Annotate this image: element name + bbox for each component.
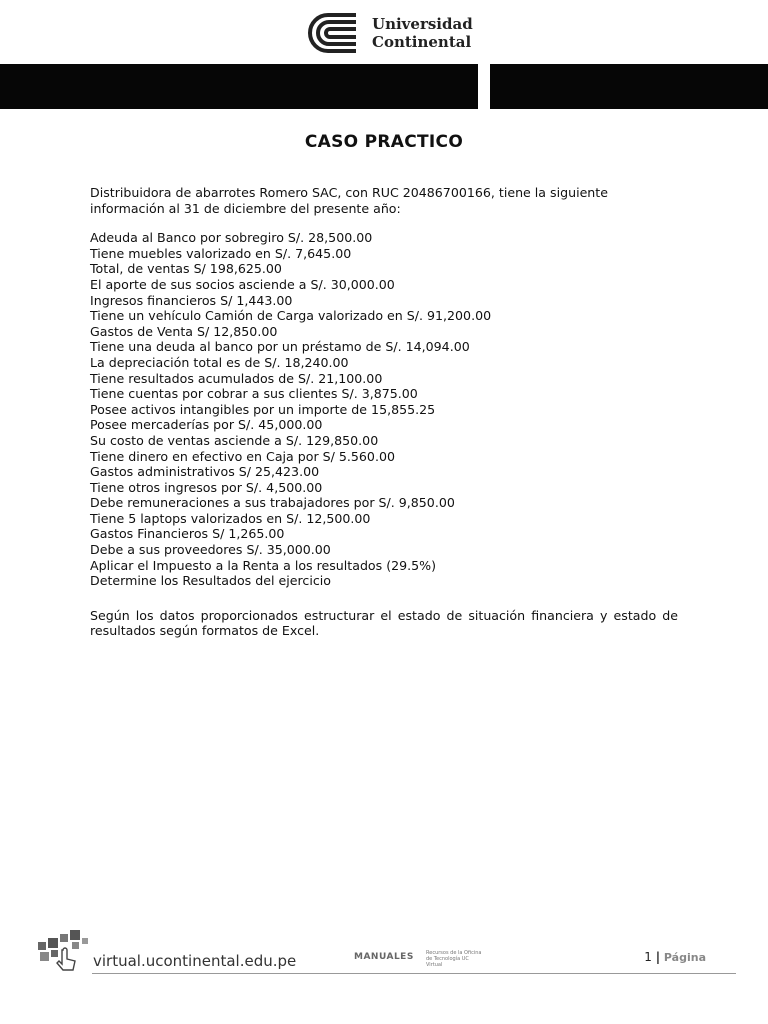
list-item: Gastos Financieros S/ 1,265.00 <box>90 526 285 542</box>
manuales-digitales-logo <box>354 950 484 972</box>
list-item: Tiene muebles valorizado en S/. 7,645.00 <box>90 245 352 261</box>
list-item: Total, de ventas S/ 198,625.00 <box>90 261 282 277</box>
footer-url: virtual.ucontinental.edu.pe <box>93 952 297 970</box>
continental-c-icon <box>306 11 364 55</box>
header-bar-left <box>0 64 478 109</box>
list-item: Tiene resultados acumulados de S/. 21,100.00 <box>90 370 383 386</box>
logo-line-1: Universidad <box>372 15 473 33</box>
logo-line-2: Continental <box>372 33 472 51</box>
list-item: Adeuda al Banco por sobregiro S/. 28,500.00 <box>90 230 373 246</box>
cursor-hand-icon <box>36 928 92 972</box>
list-item: Posee activos intangibles por un importe de 15,855.25 <box>90 401 436 417</box>
page-word: Página <box>663 951 706 964</box>
list-item: El aporte de sus socios asciende a S/. 30,000.00 <box>90 276 395 292</box>
list-item: Posee mercaderías por S/. 45,000.00 <box>90 417 323 433</box>
data-list <box>90 230 680 589</box>
document-body <box>90 185 680 639</box>
list-item: Determine los Resultados del ejercicio <box>90 573 331 589</box>
manuales-subtitle: Recursos de la Oficina de Tecnología UC Virtual <box>426 950 482 968</box>
logo-text <box>372 15 473 51</box>
instructions-paragraph: Según los datos proporcionados estructurar el estado de situación financiera y estado de resultados según formatos de Excel. <box>90 607 678 639</box>
university-logo <box>306 10 476 56</box>
list-item: Aplicar el Impuesto a la Renta a los resultados (29.5%) <box>90 557 437 573</box>
page-footer <box>36 928 736 974</box>
intro-paragraph: Distribuidora de abarrotes Romero SAC, con RUC 20486700166, tiene la siguiente información al 31 de diciembre del presente año: <box>90 185 608 216</box>
list-item: La depreciación total es de S/. 18,240.00 <box>90 354 349 370</box>
list-item: Ingresos financieros S/ 1,443.00 <box>90 292 293 308</box>
manuales-logo-text: MANUALES <box>354 952 414 962</box>
footer-rule <box>92 973 736 974</box>
list-item: Tiene cuentas por cobrar a sus clientes S/. 3,875.00 <box>90 386 418 402</box>
list-item: Tiene dinero en efectivo en Caja por S/ 5.560.00 <box>90 448 395 464</box>
page-number <box>644 950 706 964</box>
header-bar-right <box>490 64 768 109</box>
list-item: Debe a sus proveedores S/. 35,000.00 <box>90 542 331 558</box>
page-separator: | <box>655 950 661 964</box>
list-item: Su costo de ventas asciende a S/. 129,850.00 <box>90 432 379 448</box>
list-item: Gastos administrativos S/ 25,423.00 <box>90 464 320 480</box>
list-item: Tiene 5 laptops valorizados en S/. 12,500.00 <box>90 510 371 526</box>
page-number-value: 1 <box>644 950 652 964</box>
list-item: Tiene otros ingresos por S/. 4,500.00 <box>90 479 323 495</box>
list-item: Gastos de Venta S/ 12,850.00 <box>90 323 278 339</box>
list-item: Debe remuneraciones a sus trabajadores por S/. 9,850.00 <box>90 495 455 511</box>
document-title: CASO PRACTICO <box>304 132 464 152</box>
list-item: Tiene un vehículo Camión de Carga valorizado en S/. 91,200.00 <box>90 308 492 324</box>
list-item: Tiene una deuda al banco por un préstamo de S/. 14,094.00 <box>90 339 470 355</box>
